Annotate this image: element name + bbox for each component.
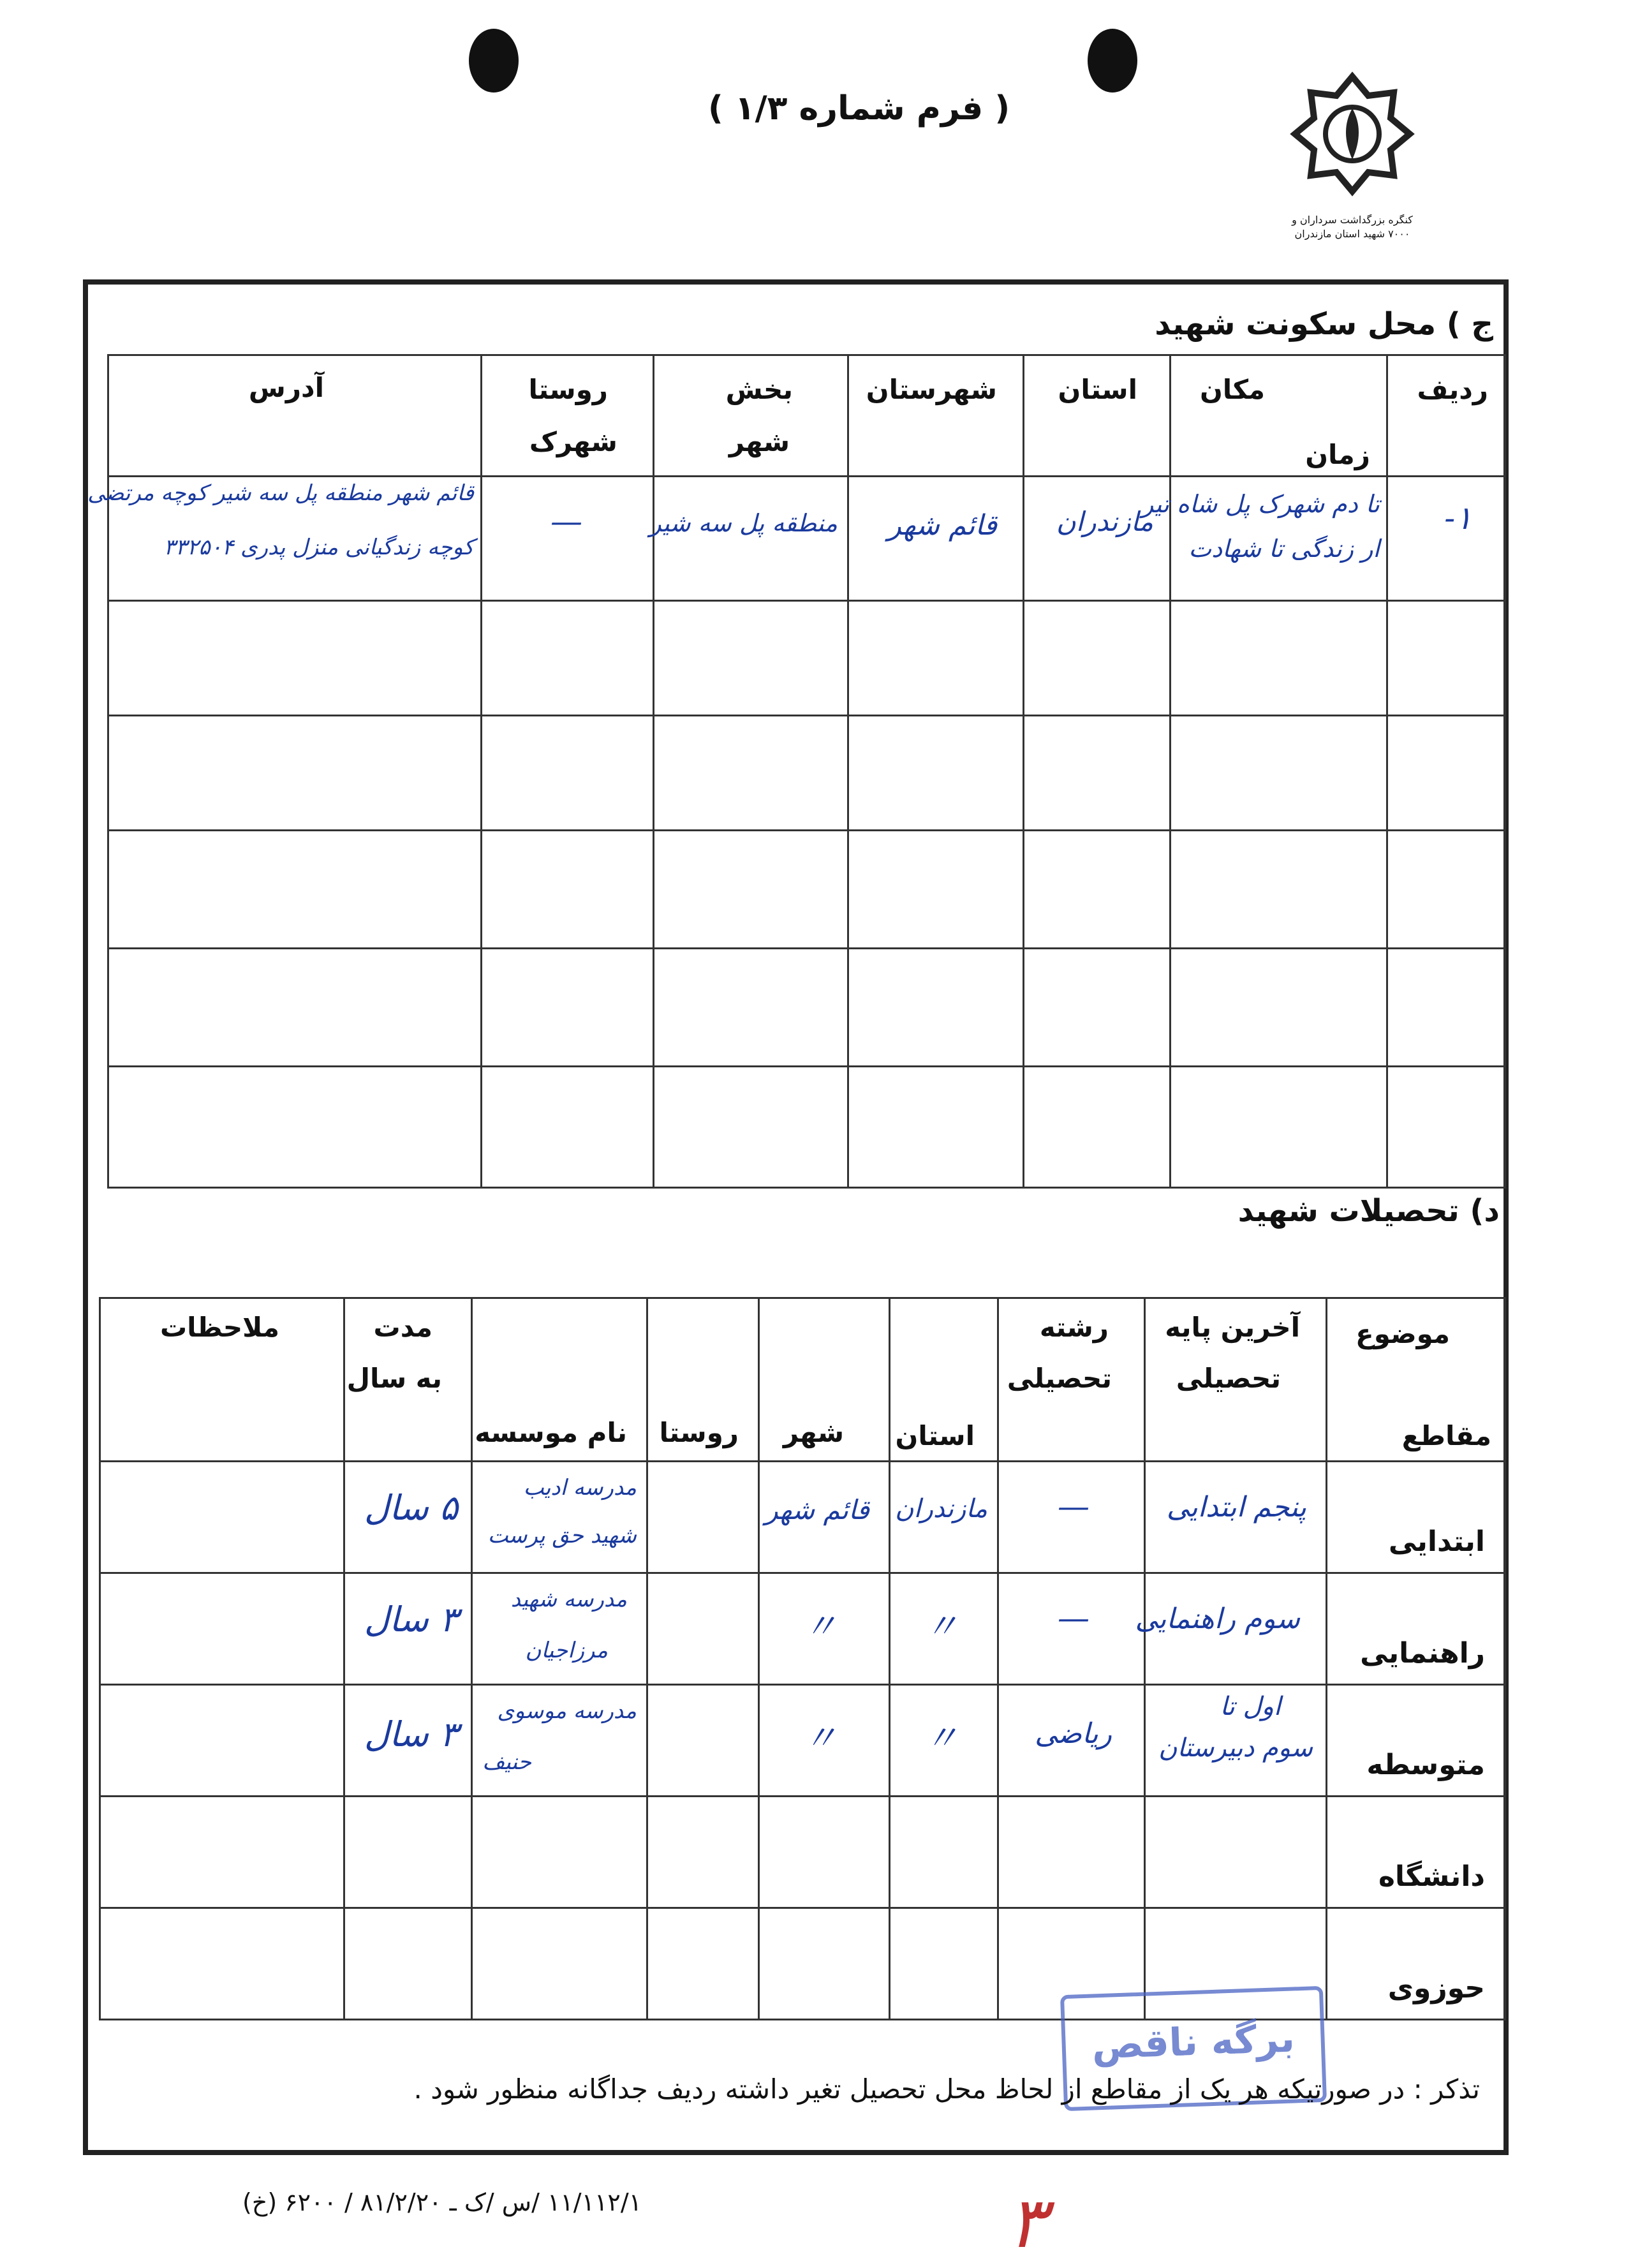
incomplete-stamp: برگه ناقص — [1060, 1986, 1327, 2111]
page-number: ۳ — [1008, 2182, 1046, 2264]
residence-empty-row — [108, 601, 1505, 716]
punch-hole-right — [1088, 29, 1137, 93]
header-molahezat: ملاحظات — [100, 1298, 344, 1462]
edu-row-motevasete: متوسطه اول تا سوم دبیرستان ریاضی 〃 〃 مدرسه موسوی حنیف ۳ سال — [100, 1685, 1505, 1797]
header-shahr-edu: شهر — [759, 1298, 890, 1462]
section-education-title: د) تحصیلات شهید — [1237, 1193, 1500, 1229]
row1-shahrestan: قائم شهر — [848, 477, 1024, 601]
logo-caption: کنگره بزرگداشت سرداران و ۷۰۰۰ شهید استان مازندران — [1292, 214, 1413, 240]
residence-empty-row — [108, 831, 1505, 949]
organization-logo — [1289, 70, 1416, 249]
header-mozou-maghate: موضوع مقاطع — [1327, 1298, 1505, 1462]
row1-rousta: — — [482, 477, 654, 601]
header-nam-moasese: نام موسسه — [472, 1298, 647, 1462]
row1-ostan: مازندران — [1024, 477, 1171, 601]
punch-hole-left — [469, 29, 519, 93]
row1-bakhsh: منطقه پل سه شیر — [654, 477, 848, 601]
section-residence-title: ج ) محل سکونت شهید — [1155, 306, 1493, 342]
header-ostan-edu: استان — [890, 1298, 998, 1462]
header-moddat: مدت به سال — [344, 1298, 472, 1462]
residence-empty-row — [108, 716, 1505, 831]
row1-address: قائم شهر منطقه پل سه شیر کوچه مرتضی کوچه زندگیانی منزل پدری ۳۳۲۵۰۴ — [108, 477, 482, 601]
header-shahrestan: شهرستان — [848, 355, 1024, 477]
edu-row-daneshgah: دانشگاه — [100, 1797, 1505, 1908]
header-akharin-paye: آخرین پایه تحصیلی — [1145, 1298, 1327, 1462]
row1-makan-zaman: تا دم شهرک پل شاه تیر ار زندگی تا شهادت — [1171, 477, 1387, 601]
header-rousta-shahrak: روستا شهرک — [482, 355, 654, 477]
emblem-icon — [1289, 70, 1416, 211]
edu-row-ebtedai: ابتدایی پنجم ابتدایی — مازندران قائم شهر مدرسه ادیب شهید حق پرست ۵ سال — [100, 1462, 1505, 1573]
note-text: تذکر : در صورتیکه هر یک از مقاطع از لحاظ محل تحصیل تغیر داشته ردیف جداگانه منظور شود . — [413, 2073, 1480, 2105]
edu-row-hozavi: حوزوی — [100, 1908, 1505, 2020]
education-table — [99, 1297, 1506, 2020]
header-address: آدرس — [108, 355, 482, 477]
form-title: ( فرم شماره ۱/۳ ) — [708, 89, 1010, 128]
header-reshteh: رشته تحصیلی — [998, 1298, 1145, 1462]
residence-empty-row — [108, 1067, 1505, 1188]
residence-table — [87, 354, 1506, 1189]
header-makan-zaman: مکان زمان — [1171, 355, 1387, 477]
header-rousta-edu: روستا — [647, 1298, 759, 1462]
edu-row-rahnamaei: راهنمایی سوم راهنمایی — 〃 〃 مدرسه شهید مرزاجیان ۳ سال — [100, 1573, 1505, 1685]
header-ostan: استان — [1024, 355, 1171, 477]
footer-form-code: ۱۱/۱۱۲/۱ /س /ک ـ ۸۱/۲/۲۰ / ۶۲۰۰ (خ) — [242, 2188, 642, 2216]
header-radif: ردیف — [1387, 355, 1505, 477]
residence-empty-row — [108, 949, 1505, 1067]
header-bakhsh-shahr: بخش شهر — [654, 355, 848, 477]
row1-radif: ۱- — [1387, 477, 1505, 601]
